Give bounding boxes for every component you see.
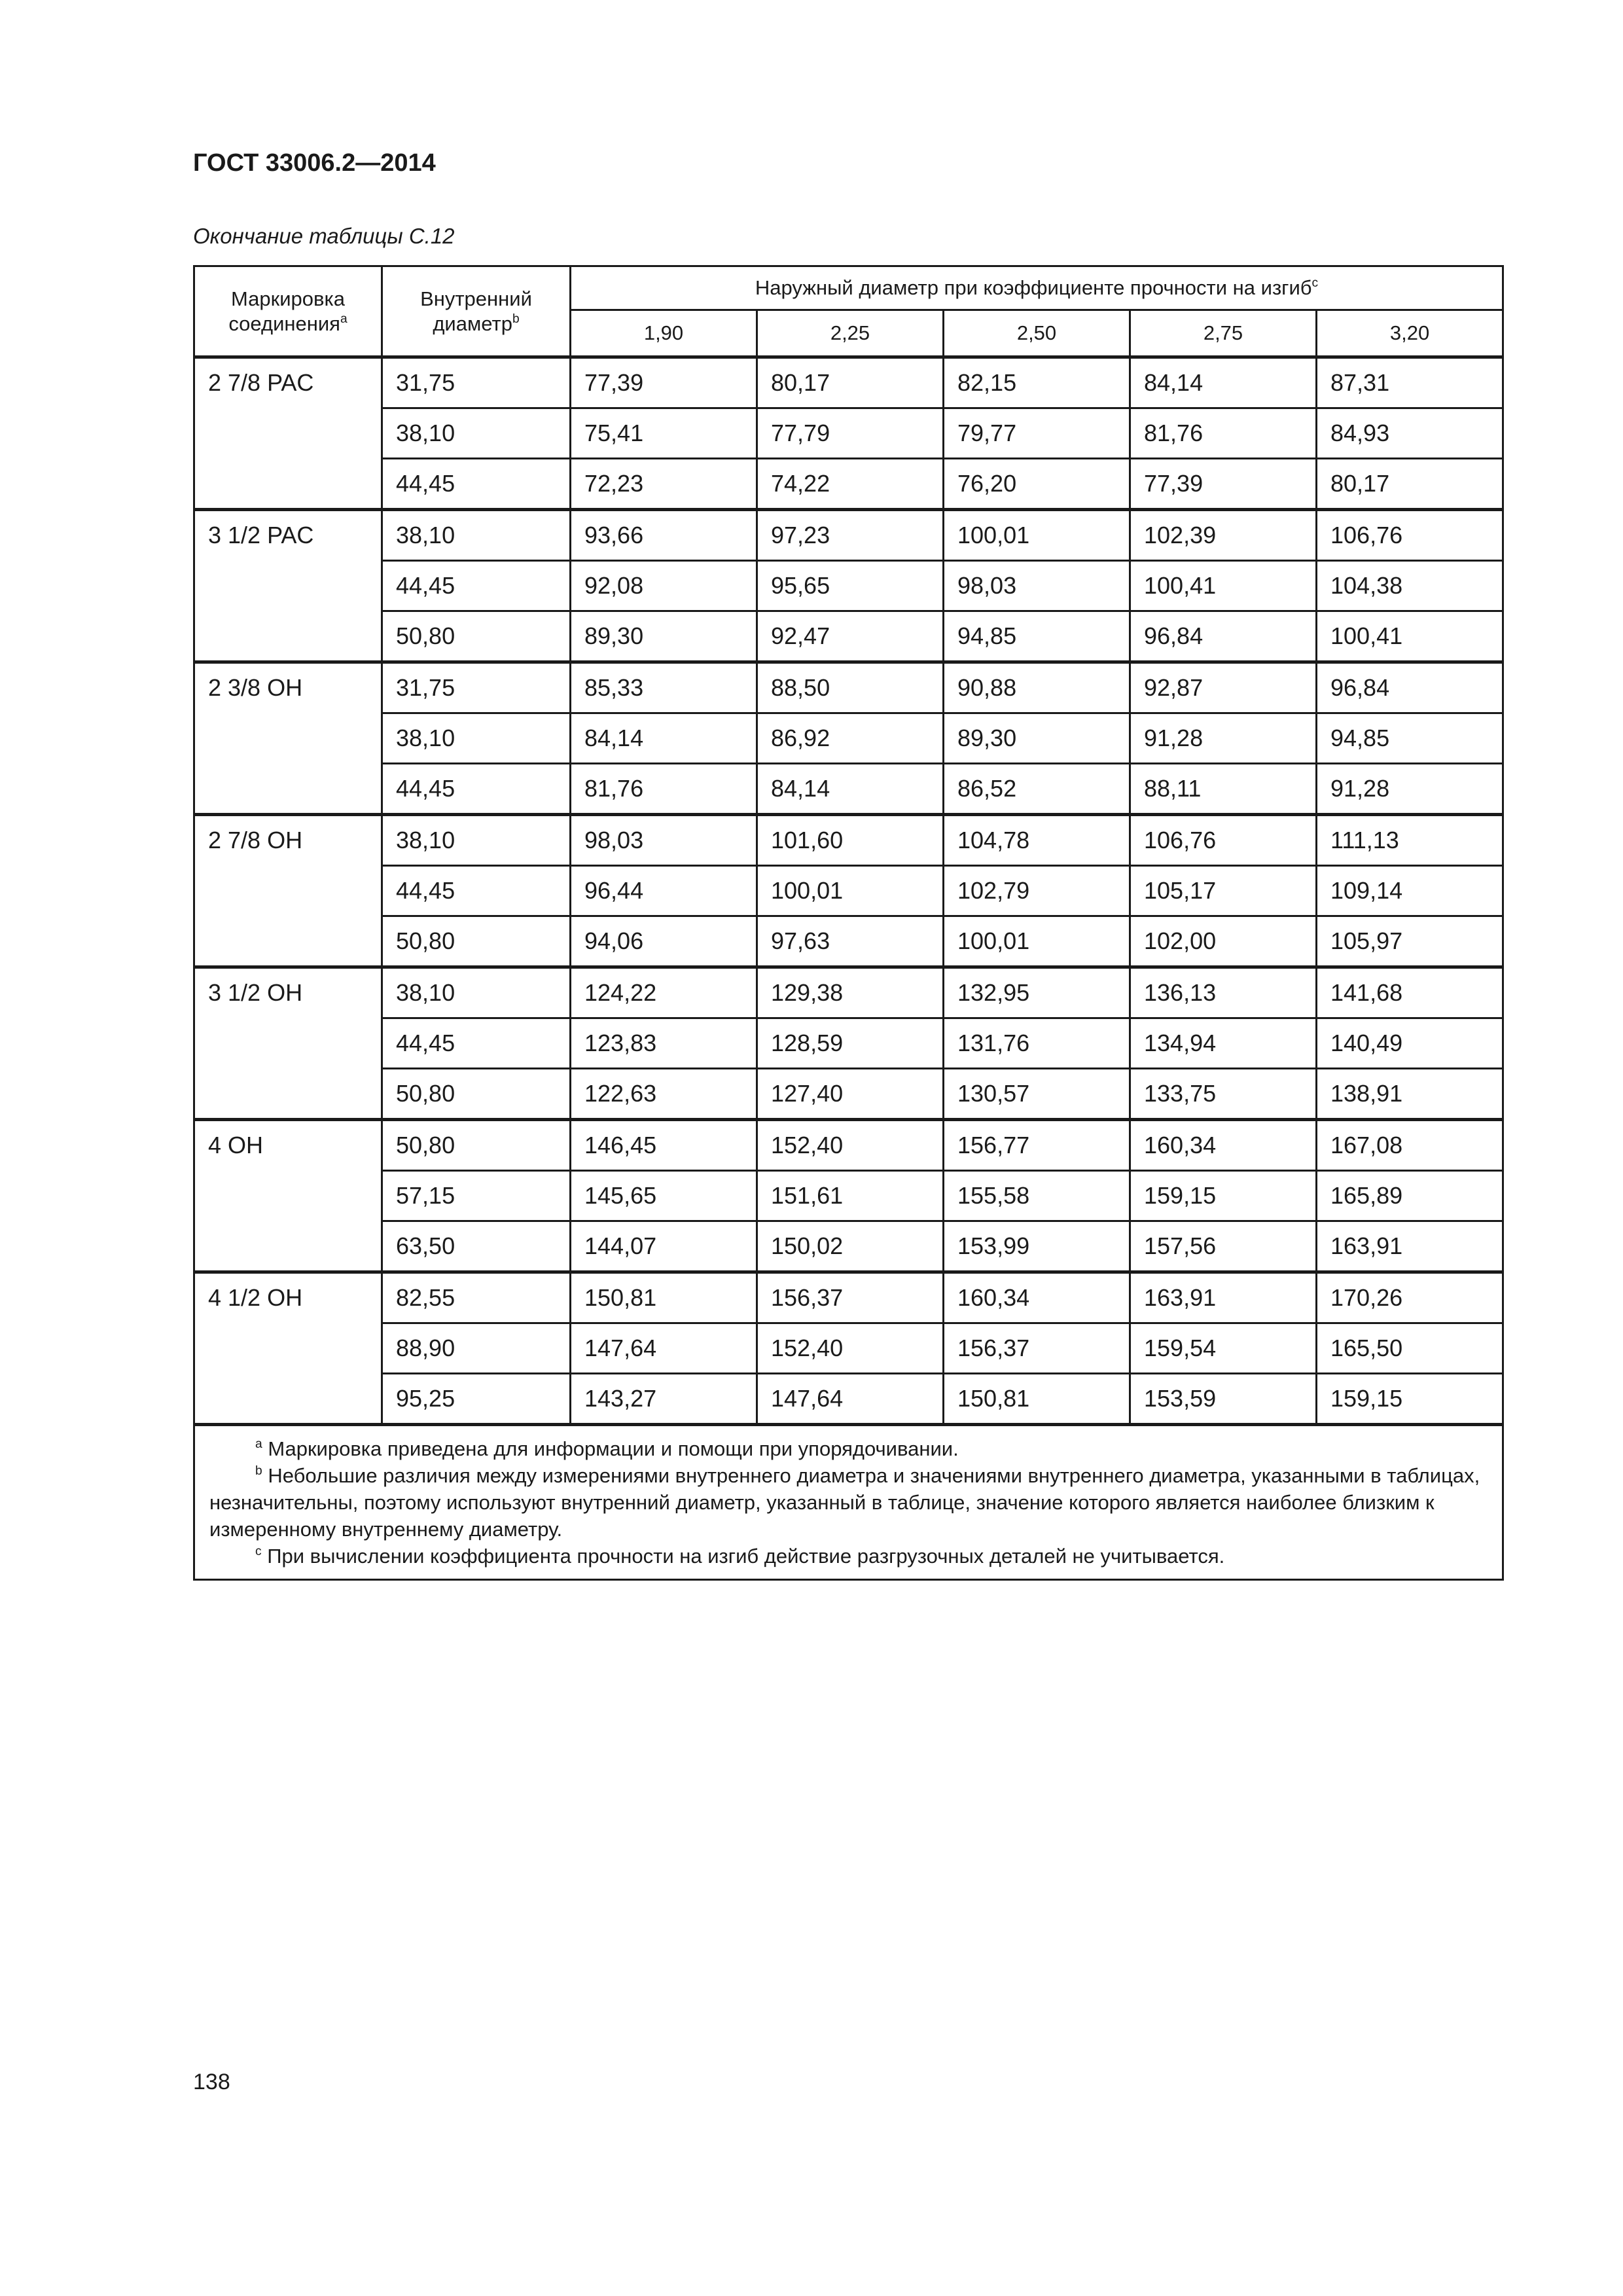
- cell-inner-diameter: 50,80: [382, 1120, 571, 1171]
- table-row: [194, 764, 1503, 815]
- cell-outer-diameter: 81,76: [571, 764, 757, 815]
- cell-outer-diameter: 153,59: [1130, 1374, 1317, 1425]
- cell-inner-diameter: 31,75: [382, 662, 571, 713]
- cell-marking: 2 7/8 PAC: [194, 357, 382, 510]
- table-row: [194, 916, 1503, 967]
- cell-outer-diameter: 77,79: [757, 408, 944, 459]
- cell-outer-diameter: 88,11: [1130, 764, 1317, 815]
- table-row: [194, 1272, 1503, 1323]
- cell-outer-diameter: 153,99: [944, 1221, 1130, 1272]
- cell-outer-diameter: 157,56: [1130, 1221, 1317, 1272]
- cell-outer-diameter: 92,87: [1130, 662, 1317, 713]
- cell-outer-diameter: 152,40: [757, 1323, 944, 1374]
- header-marking: Маркировка соединения$^a$: [194, 266, 382, 357]
- footnote: $^c$ При вычислении коэффициента прочности на изгиб действие разгрузочных деталей не учитывается.: [255, 1545, 1225, 1568]
- cell-inner-diameter: 38,10: [382, 967, 571, 1018]
- cell-outer-diameter: 98,03: [944, 561, 1130, 611]
- cell-outer-diameter: 150,81: [571, 1272, 757, 1323]
- cell-outer-diameter: 124,22: [571, 967, 757, 1018]
- cell-outer-diameter: 100,41: [1317, 611, 1503, 662]
- table-row: [194, 1069, 1503, 1120]
- table-body: [194, 357, 1503, 1425]
- table-row: [194, 611, 1503, 662]
- cell-outer-diameter: 82,15: [944, 357, 1130, 408]
- cell-outer-diameter: 96,84: [1317, 662, 1503, 713]
- cell-outer-diameter: 156,77: [944, 1120, 1130, 1171]
- table-row: [194, 1221, 1503, 1272]
- table-row: [194, 1018, 1503, 1069]
- table-row: [194, 1120, 1503, 1171]
- cell-outer-diameter: 130,57: [944, 1069, 1130, 1120]
- cell-outer-diameter: 122,63: [571, 1069, 757, 1120]
- cell-outer-diameter: 96,84: [1130, 611, 1317, 662]
- cell-outer-diameter: 109,14: [1317, 866, 1503, 916]
- header-outer-diameter-group: Наружный диаметр при коэффициенте прочности на изгиб$^c$: [571, 266, 1503, 310]
- cell-outer-diameter: 72,23: [571, 459, 757, 510]
- cell-marking: 2 7/8 OH: [194, 815, 382, 967]
- table-row: [194, 561, 1503, 611]
- cell-outer-diameter: 80,17: [1317, 459, 1503, 510]
- table-row: [194, 459, 1503, 510]
- cell-inner-diameter: 82,55: [382, 1272, 571, 1323]
- cell-outer-diameter: 106,76: [1130, 815, 1317, 866]
- cell-outer-diameter: 102,39: [1130, 510, 1317, 561]
- cell-inner-diameter: 88,90: [382, 1323, 571, 1374]
- cell-outer-diameter: 87,31: [1317, 357, 1503, 408]
- cell-outer-diameter: 79,77: [944, 408, 1130, 459]
- cell-inner-diameter: 38,10: [382, 815, 571, 866]
- cell-outer-diameter: 147,64: [757, 1374, 944, 1425]
- cell-outer-diameter: 145,65: [571, 1171, 757, 1221]
- table-row: [194, 815, 1503, 866]
- table-row: [194, 662, 1503, 713]
- cell-outer-diameter: 102,00: [1130, 916, 1317, 967]
- cell-outer-diameter: 147,64: [571, 1323, 757, 1374]
- header-coefficient: 3,20: [1317, 310, 1503, 357]
- table-row: [194, 357, 1503, 408]
- table-footnotes: [194, 1425, 1503, 1580]
- cell-outer-diameter: 84,14: [571, 713, 757, 764]
- cell-outer-diameter: 146,45: [571, 1120, 757, 1171]
- cell-outer-diameter: 94,85: [944, 611, 1130, 662]
- cell-outer-diameter: 86,92: [757, 713, 944, 764]
- table-row: [194, 408, 1503, 459]
- cell-outer-diameter: 170,26: [1317, 1272, 1503, 1323]
- cell-outer-diameter: 141,68: [1317, 967, 1503, 1018]
- cell-outer-diameter: 138,91: [1317, 1069, 1503, 1120]
- cell-outer-diameter: 106,76: [1317, 510, 1503, 561]
- cell-outer-diameter: 156,37: [944, 1323, 1130, 1374]
- cell-outer-diameter: 100,01: [757, 866, 944, 916]
- cell-inner-diameter: 38,10: [382, 408, 571, 459]
- cell-marking: 2 3/8 OH: [194, 662, 382, 815]
- cell-outer-diameter: 111,13: [1317, 815, 1503, 866]
- cell-outer-diameter: 95,65: [757, 561, 944, 611]
- cell-outer-diameter: 152,40: [757, 1120, 944, 1171]
- cell-outer-diameter: 159,15: [1317, 1374, 1503, 1425]
- cell-outer-diameter: 81,76: [1130, 408, 1317, 459]
- cell-outer-diameter: 90,88: [944, 662, 1130, 713]
- cell-outer-diameter: 96,44: [571, 866, 757, 916]
- cell-outer-diameter: 77,39: [1130, 459, 1317, 510]
- footnote: $^b$ Небольшие различия между измерениями внутреннего диаметра и значениями внутреннего диаметра, указанными в таблицах, незначительны, поэтому используют внутренний диаметр, указанный в таблице, значение которого является наиболее близким к измеренному внутреннему диаметру.: [209, 1464, 1480, 1541]
- cell-outer-diameter: 104,38: [1317, 561, 1503, 611]
- cell-outer-diameter: 136,13: [1130, 967, 1317, 1018]
- cell-outer-diameter: 163,91: [1317, 1221, 1503, 1272]
- cell-outer-diameter: 80,17: [757, 357, 944, 408]
- cell-outer-diameter: 151,61: [757, 1171, 944, 1221]
- header-coefficient: 2,75: [1130, 310, 1317, 357]
- cell-outer-diameter: 74,22: [757, 459, 944, 510]
- cell-inner-diameter: 44,45: [382, 561, 571, 611]
- cell-outer-diameter: 132,95: [944, 967, 1130, 1018]
- outer-diameter-table: [193, 265, 1504, 1581]
- cell-inner-diameter: 38,10: [382, 713, 571, 764]
- cell-outer-diameter: 85,33: [571, 662, 757, 713]
- cell-inner-diameter: 44,45: [382, 1018, 571, 1069]
- table-row: [194, 967, 1503, 1018]
- table-row: [194, 866, 1503, 916]
- cell-outer-diameter: 91,28: [1130, 713, 1317, 764]
- cell-outer-diameter: 100,41: [1130, 561, 1317, 611]
- table-row: [194, 1171, 1503, 1221]
- cell-outer-diameter: 97,23: [757, 510, 944, 561]
- cell-marking: 4 1/2 OH: [194, 1272, 382, 1425]
- cell-outer-diameter: 100,01: [944, 916, 1130, 967]
- cell-outer-diameter: 140,49: [1317, 1018, 1503, 1069]
- cell-outer-diameter: 159,15: [1130, 1171, 1317, 1221]
- cell-outer-diameter: 123,83: [571, 1018, 757, 1069]
- cell-inner-diameter: 50,80: [382, 1069, 571, 1120]
- cell-outer-diameter: 100,01: [944, 510, 1130, 561]
- header-inner-diameter: Внутренний диаметр$^b$: [382, 266, 571, 357]
- cell-outer-diameter: 84,93: [1317, 408, 1503, 459]
- cell-outer-diameter: 160,34: [1130, 1120, 1317, 1171]
- cell-outer-diameter: 156,37: [757, 1272, 944, 1323]
- cell-inner-diameter: 31,75: [382, 357, 571, 408]
- cell-outer-diameter: 92,47: [757, 611, 944, 662]
- cell-outer-diameter: 89,30: [944, 713, 1130, 764]
- table-row: [194, 1374, 1503, 1425]
- cell-outer-diameter: 97,63: [757, 916, 944, 967]
- cell-marking: 3 1/2 OH: [194, 967, 382, 1120]
- cell-outer-diameter: 105,17: [1130, 866, 1317, 916]
- document-code: ГОСТ 33006.2—2014: [193, 149, 436, 177]
- cell-inner-diameter: 38,10: [382, 510, 571, 561]
- header-coefficient: 2,50: [944, 310, 1130, 357]
- cell-inner-diameter: 50,80: [382, 611, 571, 662]
- cell-outer-diameter: 165,50: [1317, 1323, 1503, 1374]
- cell-inner-diameter: 44,45: [382, 764, 571, 815]
- cell-outer-diameter: 89,30: [571, 611, 757, 662]
- cell-outer-diameter: 127,40: [757, 1069, 944, 1120]
- cell-outer-diameter: 167,08: [1317, 1120, 1503, 1171]
- cell-outer-diameter: 91,28: [1317, 764, 1503, 815]
- cell-outer-diameter: 94,85: [1317, 713, 1503, 764]
- cell-outer-diameter: 128,59: [757, 1018, 944, 1069]
- cell-outer-diameter: 160,34: [944, 1272, 1130, 1323]
- cell-outer-diameter: 88,50: [757, 662, 944, 713]
- cell-marking: 4 OH: [194, 1120, 382, 1272]
- cell-outer-diameter: 165,89: [1317, 1171, 1503, 1221]
- cell-inner-diameter: 44,45: [382, 866, 571, 916]
- cell-inner-diameter: 57,15: [382, 1171, 571, 1221]
- page-number: 138: [193, 2070, 230, 2094]
- cell-outer-diameter: 155,58: [944, 1171, 1130, 1221]
- cell-outer-diameter: 94,06: [571, 916, 757, 967]
- cell-inner-diameter: 95,25: [382, 1374, 571, 1425]
- cell-outer-diameter: 84,14: [757, 764, 944, 815]
- cell-inner-diameter: 50,80: [382, 916, 571, 967]
- cell-outer-diameter: 76,20: [944, 459, 1130, 510]
- cell-outer-diameter: 86,52: [944, 764, 1130, 815]
- cell-outer-diameter: 84,14: [1130, 357, 1317, 408]
- header-coefficient: 2,25: [757, 310, 944, 357]
- cell-inner-diameter: 63,50: [382, 1221, 571, 1272]
- cell-outer-diameter: 134,94: [1130, 1018, 1317, 1069]
- cell-outer-diameter: 92,08: [571, 561, 757, 611]
- cell-outer-diameter: 102,79: [944, 866, 1130, 916]
- cell-outer-diameter: 75,41: [571, 408, 757, 459]
- table-row: [194, 1323, 1503, 1374]
- cell-outer-diameter: 105,97: [1317, 916, 1503, 967]
- footnote: $^a$ Маркировка приведена для информации и помощи при упорядочивании.: [255, 1437, 959, 1460]
- cell-outer-diameter: 93,66: [571, 510, 757, 561]
- cell-outer-diameter: 129,38: [757, 967, 944, 1018]
- cell-inner-diameter: 44,45: [382, 459, 571, 510]
- cell-outer-diameter: 150,02: [757, 1221, 944, 1272]
- table-caption: Окончание таблицы С.12: [193, 224, 455, 248]
- cell-outer-diameter: 131,76: [944, 1018, 1130, 1069]
- cell-outer-diameter: 144,07: [571, 1221, 757, 1272]
- cell-outer-diameter: 163,91: [1130, 1272, 1317, 1323]
- cell-marking: 3 1/2 PAC: [194, 510, 382, 662]
- cell-outer-diameter: 77,39: [571, 357, 757, 408]
- table-row: [194, 713, 1503, 764]
- cell-outer-diameter: 159,54: [1130, 1323, 1317, 1374]
- cell-outer-diameter: 101,60: [757, 815, 944, 866]
- header-coefficient: 1,90: [571, 310, 757, 357]
- cell-outer-diameter: 150,81: [944, 1374, 1130, 1425]
- cell-outer-diameter: 143,27: [571, 1374, 757, 1425]
- cell-outer-diameter: 104,78: [944, 815, 1130, 866]
- cell-outer-diameter: 98,03: [571, 815, 757, 866]
- cell-outer-diameter: 133,75: [1130, 1069, 1317, 1120]
- table-row: [194, 510, 1503, 561]
